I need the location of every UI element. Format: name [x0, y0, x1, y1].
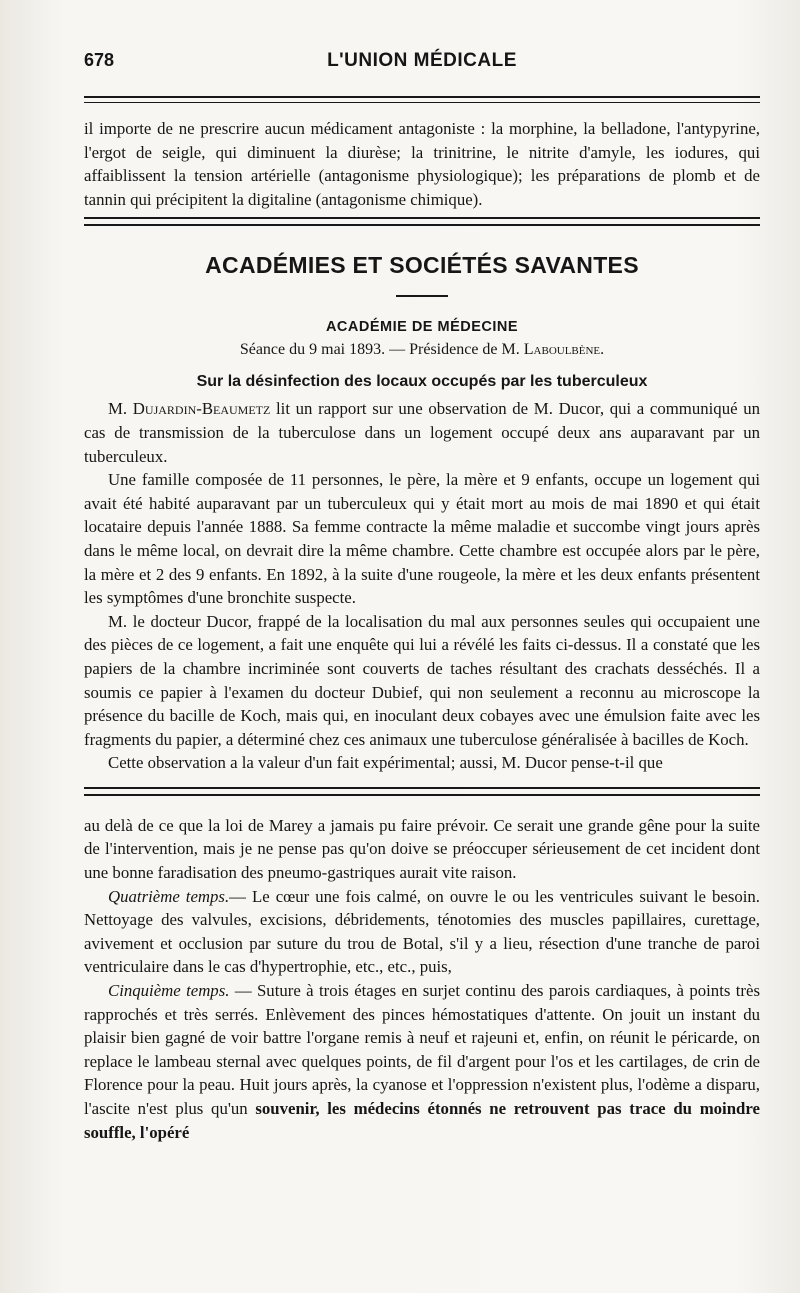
fourth-step-text: — Le cœur une fois calmé, on ouvre le ou les ventricules suivant le besoin. Nettoyage des valvules, excisions, débridements, ténotomies des muscles papillaires, curettage, avivement et occlusion par suture du trou de Botal, s'il y a lieu, résection d'une tranche de paroi ventriculaire dans le cas d'hypertrophie, etc., etc., puis, — [84, 886, 760, 977]
president-name: Laboulbène. — [523, 341, 605, 359]
fifth-step-text: — Suture à trois étages en surjet continu des parois cardiaques, à points très rapprochés et très serrés. Enlèvement des pinces hémostatiques d'attente. On jouit un instant du plaisir bien gagné de voir battre l'organe remis à neuf et rajeuni et, enfin, on réunit le péricarde, on replace le lambeau sternal avec quelques points, de fil d'argent pour l'os et les cartilages, de crin de Florence pour la peau. Huit jours après, la cyanose et l'oppression n'existent plus, l'odème a disparu, l'ascite n'est plus qu'un — [84, 981, 760, 1118]
journal-title: L'UNION MÉDICALE — [327, 50, 517, 71]
column-break-rule — [84, 787, 760, 796]
academy-title: ACADÉMIE DE MÉDECINE — [325, 319, 519, 336]
article-paragraph-1-text: lit un rapport sur une observation de M. Ducor, qui a communiqué un cas de transmission de la tuberculose dans un logement occupé deux ans auparavant par un tuberculeux. — [84, 399, 760, 466]
section-heading: ACADÉMIES ET SOCIÉTÉS SAVANTES — [205, 252, 639, 279]
fifth-step-bold-text: souvenir, les médecins étonnés ne retrouvent pas trace du moindre souffle, l'opéré — [84, 1099, 760, 1142]
article-paragraph-1 — [84, 397, 760, 468]
intro-paragraph: il importe de ne prescrire aucun médicament antagoniste : la morphine, la belladone, l'antypyrine, l'ergot de seigle, qui diminuent la diurèse; la trinitrine, le nitrite d'amyle, les iodures, qui affaiblissent la tension artérielle (antagonisme physiologique); les préparations de plomb et de tannin qui précipitent la digitaline (antagonisme chimique). — [84, 119, 760, 209]
article-paragraph-4: Cette observation a la valeur d'un fait expérimental; aussi, M. Ducor pense-t-il que — [108, 753, 663, 773]
section-rule — [84, 217, 760, 226]
page-number: 678 — [84, 50, 115, 70]
seance-line — [84, 341, 760, 359]
lower-paragraph-3 — [84, 979, 760, 1144]
header-rule — [84, 96, 760, 103]
heading-divider — [396, 295, 448, 297]
lower-body — [84, 796, 760, 1144]
intro-block — [84, 103, 760, 217]
lower-paragraph-2 — [84, 885, 760, 979]
article-paragraph-3: M. le docteur Ducor, frappé de la localisation du mal aux personnes seules qui occupaient une des pièces de ce logement, a fait une enquête qui lui a révélé les faits ci-dessus. Il a constaté que les papiers de la chambre incriminée sont couverts de taches résultant des crachats desséchés. Il a soumis ce papier à l'examen du docteur Dubief, qui non seulement a reconnu au microscope la présence du bacille de Koch, mais qui, en inoculant deux cobayes avec une émulsion faite avec les fragments du papier, a déterminé chez ces animaux une tuberculose généralisée à bacilles de Koch. — [84, 611, 760, 749]
article-paragraph-2: Une famille composée de 11 personnes, le père, la mère et 9 enfants, occupe un logement qui avait été habité auparavant par un tuberculeux qui y était mort au mois de mai 1890 et qui était locataire depuis l'année 1888. Sa femme contracte la même maladie et succombe vingt jours après dans le même local, on devrait dire la même chambre. Cette chambre est occupée alors par le père, la mère et 2 des 9 enfants. En 1892, à la suite d'une rougeole, la mère et les deux enfants présentent les symptômes d'une bronchite suspecte. — [84, 470, 760, 608]
fifth-step-label: Cinquième temps. — [108, 981, 230, 1001]
author-name: M. Dujardin-Beaumetz — [108, 399, 271, 419]
seance-text: Séance du 9 mai 1893. — Présidence de M. — [239, 341, 524, 359]
article-title: Sur la désinfection des locaux occupés par les tuberculeux — [196, 373, 648, 391]
page-header — [84, 0, 760, 96]
lower-paragraph-1: au delà de ce que la loi de Marey a jamais pu faire prévoir. Ce serait une grande gêne pour la suite de l'intervention, mais je ne pense pas qu'on doive se préoccuper sérieusement de cet incident dont une bonne faradisation des pneumo-gastriques aurait vite raison. — [84, 815, 760, 883]
article-body — [84, 397, 760, 775]
fourth-step-label: Quatrième temps. — [108, 886, 230, 906]
